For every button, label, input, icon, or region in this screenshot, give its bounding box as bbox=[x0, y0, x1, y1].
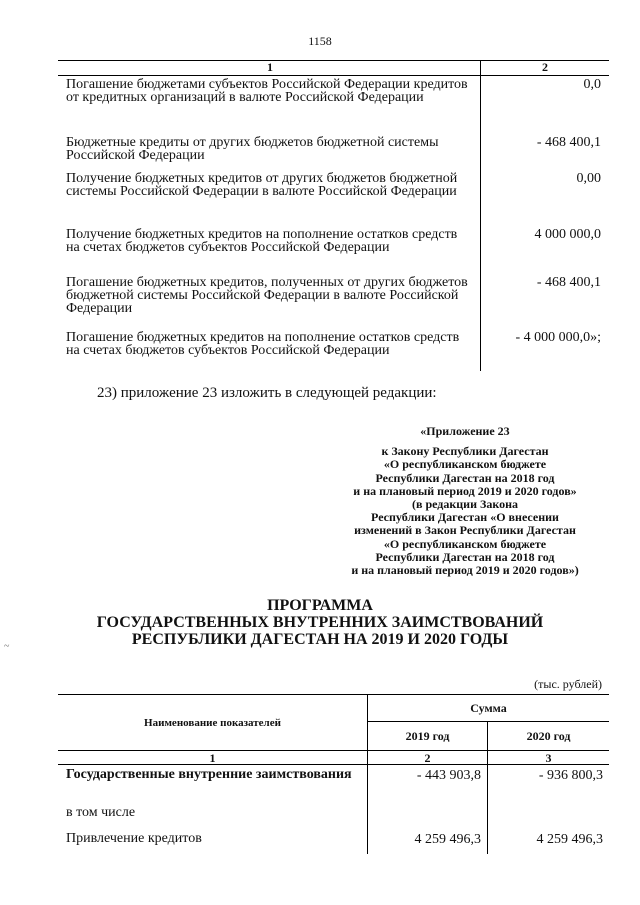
row-name: Погашение бюджетных кредитов на пополнение остатков средств на счетах бюджетов субъектов Российской Федерации bbox=[66, 330, 460, 358]
header-indicator-name: Наименование показателей bbox=[58, 695, 368, 751]
row-name: в том числе bbox=[66, 805, 136, 820]
annex-heading: «Приложение 23 bbox=[420, 424, 510, 438]
header-col-2: 2 bbox=[481, 61, 610, 76]
annex-block bbox=[300, 425, 630, 577]
annex-line: к Закону Республики Дагестан bbox=[381, 444, 549, 459]
title-line: ГОСУДАРСТВЕННЫХ ВНУТРЕННИХ ЗАИМСТВОВАНИЙ bbox=[96, 614, 544, 631]
annex-line: изменений в Закон Республики Дагестан bbox=[354, 523, 576, 538]
title-line: РЕСПУБЛИКИ ДАГЕСТАН НА 2019 И 2020 ГОДЫ bbox=[131, 631, 509, 648]
row-name: Бюджетные кредиты от других бюджетов бюджетной системы Российской Федерации bbox=[66, 135, 439, 163]
table-row bbox=[58, 765, 609, 807]
table-row bbox=[58, 172, 609, 228]
row-name: Государственные внутренние заимствования bbox=[66, 767, 352, 782]
annex-line: (в редакции Закона bbox=[411, 497, 519, 512]
row-value-2020: - 936 800,3 bbox=[488, 765, 610, 807]
page-number: 1158 bbox=[308, 34, 332, 48]
column-number: 2 bbox=[368, 751, 488, 765]
row-value-2019 bbox=[368, 806, 488, 832]
header-col-1: 1 bbox=[58, 61, 481, 76]
borrowings-table bbox=[58, 694, 609, 854]
annex-line: «О республиканском бюджете bbox=[383, 457, 547, 472]
row-value-2020: 4 259 496,3 bbox=[488, 832, 610, 854]
row-value: 4 000 000,0 bbox=[481, 228, 610, 276]
column-number: 3 bbox=[488, 751, 610, 765]
table-row bbox=[58, 228, 609, 276]
row-value: 0,00 bbox=[481, 172, 610, 228]
table-header-row bbox=[58, 61, 609, 76]
sources-table bbox=[58, 60, 609, 371]
annex-line: Республики Дагестан на 2018 год bbox=[375, 470, 555, 485]
header-2019: 2019 год bbox=[368, 722, 488, 751]
row-value-2019: 4 259 496,3 bbox=[368, 832, 488, 854]
table-row bbox=[58, 276, 609, 331]
row-value-2020 bbox=[488, 806, 610, 832]
annex-line: «О республиканском бюджете bbox=[383, 536, 547, 551]
amendment-text: 23) приложение 23 изложить в следующей редакции: bbox=[97, 385, 437, 401]
row-name: Погашение бюджетами субъектов Российской Федерации кредитов от кредитных организаций в валюте Российской Федерации bbox=[66, 77, 468, 105]
table-header-row bbox=[58, 695, 609, 722]
program-title bbox=[0, 597, 640, 648]
annex-line: и на плановый период 2019 и 2020 годов» bbox=[353, 483, 577, 498]
header-2020: 2020 год bbox=[488, 722, 610, 751]
header-sum: Сумма bbox=[368, 695, 610, 722]
row-value: - 468 400,1 bbox=[481, 136, 610, 172]
annex-line: Республики Дагестан «О внесении bbox=[371, 510, 559, 525]
row-value: - 4 000 000,0»; bbox=[481, 331, 610, 371]
row-value-2019: - 443 903,8 bbox=[368, 765, 488, 807]
title-line: ПРОГРАММА bbox=[267, 597, 373, 614]
row-name: Получение бюджетных кредитов от других бюджетов бюджетной системы Российской Федерации в валюте Российской Федерации bbox=[66, 171, 458, 199]
table-row bbox=[58, 136, 609, 172]
table-row bbox=[58, 806, 609, 832]
annex-line: Республики Дагестан на 2018 год bbox=[375, 549, 555, 564]
row-value: 0,0 bbox=[481, 76, 610, 137]
table-row bbox=[58, 76, 609, 137]
column-number-row bbox=[58, 751, 609, 765]
row-value: - 468 400,1 bbox=[481, 276, 610, 331]
table-row bbox=[58, 331, 609, 371]
row-name: Получение бюджетных кредитов на пополнение остатков средств на счетах бюджетов субъектов Российской Федерации bbox=[66, 227, 458, 255]
row-name: Погашение бюджетных кредитов, полученных от других бюджетов бюджетной системы Российской Федерации в валюте Российской Федерации bbox=[66, 275, 468, 316]
unit-label: (тыс. рублей) bbox=[534, 677, 602, 691]
margin-mark: ~ bbox=[4, 641, 10, 652]
column-number: 1 bbox=[58, 751, 368, 765]
row-name: Привлечение кредитов bbox=[66, 831, 202, 846]
table-row bbox=[58, 832, 609, 854]
annex-line: и на плановый период 2019 и 2020 годов») bbox=[351, 563, 579, 578]
